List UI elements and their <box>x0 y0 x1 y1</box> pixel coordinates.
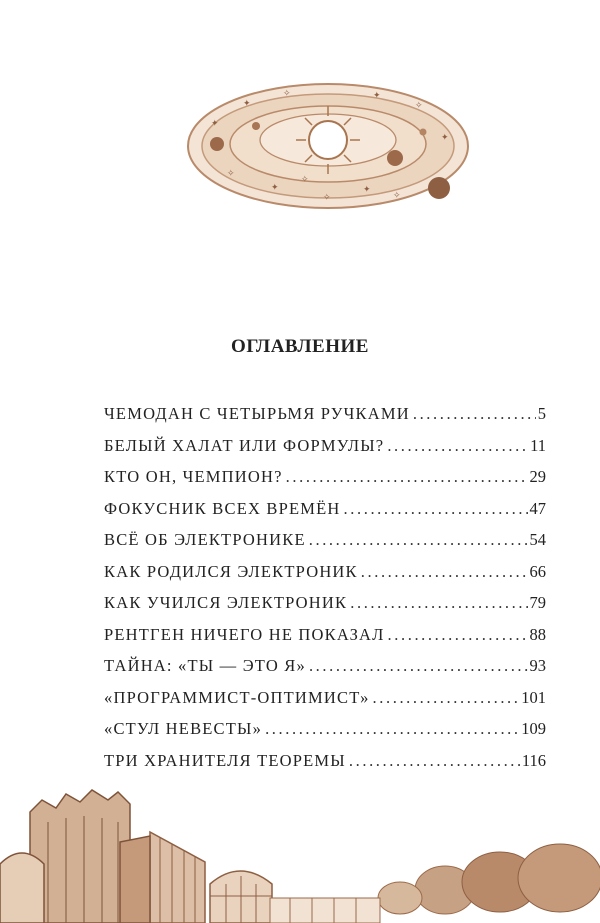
toc-entry <box>104 404 546 436</box>
toc-entry <box>104 467 546 499</box>
toc-entry <box>104 688 546 720</box>
toc-leader-dots <box>413 404 536 424</box>
toc-entry <box>104 499 546 531</box>
svg-text:✧: ✧ <box>283 89 291 99</box>
toc-entry-page: 109 <box>521 719 546 738</box>
toc-entry-page: 93 <box>529 656 546 675</box>
toc-entry-page: 66 <box>529 561 546 581</box>
toc-entry <box>104 436 546 468</box>
svg-text:✦: ✦ <box>271 183 279 193</box>
toc-entry-title: «СТУЛ НЕВЕСТЫ» <box>104 719 263 738</box>
toc-entry-title: «ПРОГРАММИСТ-ОПТИМИСТ» <box>104 687 370 707</box>
svg-text:✧: ✧ <box>393 191 401 201</box>
toc-leader-dots <box>387 436 528 456</box>
toc-leader-dots <box>265 719 519 739</box>
toc-entry-title: ТАЙНА: «ТЫ — ЭТО Я» <box>104 656 306 675</box>
toc-entry-title: КАК УЧИЛСЯ ЭЛЕКТРОНИК <box>104 593 348 612</box>
toc-leader-dots <box>361 562 528 582</box>
city-skyline-illustration <box>0 772 600 923</box>
toc-entry-title: ФОКУСНИК ВСЕХ ВРЕМЁН <box>104 498 341 518</box>
toc-entry-page: 11 <box>530 435 546 455</box>
toc-entry-page: 88 <box>529 624 546 644</box>
svg-text:✦: ✦ <box>441 133 449 143</box>
toc-entry-title: БЕЛЫЙ ХАЛАТ ИЛИ ФОРМУЛЫ? <box>104 435 385 455</box>
toc-leader-dots <box>350 593 527 613</box>
toc-entry-page: 5 <box>537 404 546 423</box>
toc-entry-page: 79 <box>529 593 546 612</box>
toc-entry-title: ВСЁ ОБ ЭЛЕКТРОНИКЕ <box>104 530 306 549</box>
toc-leader-dots <box>349 751 520 771</box>
svg-text:✦: ✦ <box>211 119 219 129</box>
solar-system-illustration <box>183 78 473 218</box>
toc-entry-page: 101 <box>521 687 546 707</box>
toc-entry <box>104 530 546 562</box>
svg-text:✦: ✦ <box>373 91 381 101</box>
toc-entry <box>104 656 546 688</box>
svg-text:✧: ✧ <box>323 193 331 203</box>
svg-text:✧: ✧ <box>415 101 423 111</box>
toc-entry-page: 54 <box>529 530 546 549</box>
toc-entry <box>104 562 546 594</box>
toc-entry-title: РЕНТГЕН НИЧЕГО НЕ ПОКАЗАЛ <box>104 624 385 644</box>
toc-entry <box>104 593 546 625</box>
toc-entry-title: КТО ОН, ЧЕМПИОН? <box>104 467 283 486</box>
toc-leader-dots <box>344 499 528 519</box>
toc-leader-dots <box>286 467 528 487</box>
toc-entry-title: КАК РОДИЛСЯ ЭЛЕКТРОНИК <box>104 561 358 581</box>
toc-entry <box>104 625 546 657</box>
toc-entry-title: ЧЕМОДАН С ЧЕТЫРЬМЯ РУЧКАМИ <box>104 404 410 423</box>
toc-entry <box>104 719 546 751</box>
svg-text:✦: ✦ <box>243 99 251 109</box>
svg-text:✦: ✦ <box>363 185 371 195</box>
toc-entry-page: 116 <box>521 750 546 770</box>
svg-text:✧: ✧ <box>301 175 309 185</box>
toc-leader-dots <box>309 530 528 550</box>
toc-leader-dots <box>309 656 528 676</box>
svg-text:✧: ✧ <box>227 169 235 179</box>
toc-leader-dots <box>373 688 520 708</box>
toc-entry-page: 29 <box>529 467 546 486</box>
toc-heading: ОГЛАВЛЕНИЕ <box>231 336 369 357</box>
table-of-contents <box>104 404 546 782</box>
toc-entry-title: ТРИ ХРАНИТЕЛЯ ТЕОРЕМЫ <box>104 750 346 770</box>
toc-leader-dots <box>388 625 528 645</box>
toc-entry-page: 47 <box>529 498 546 518</box>
